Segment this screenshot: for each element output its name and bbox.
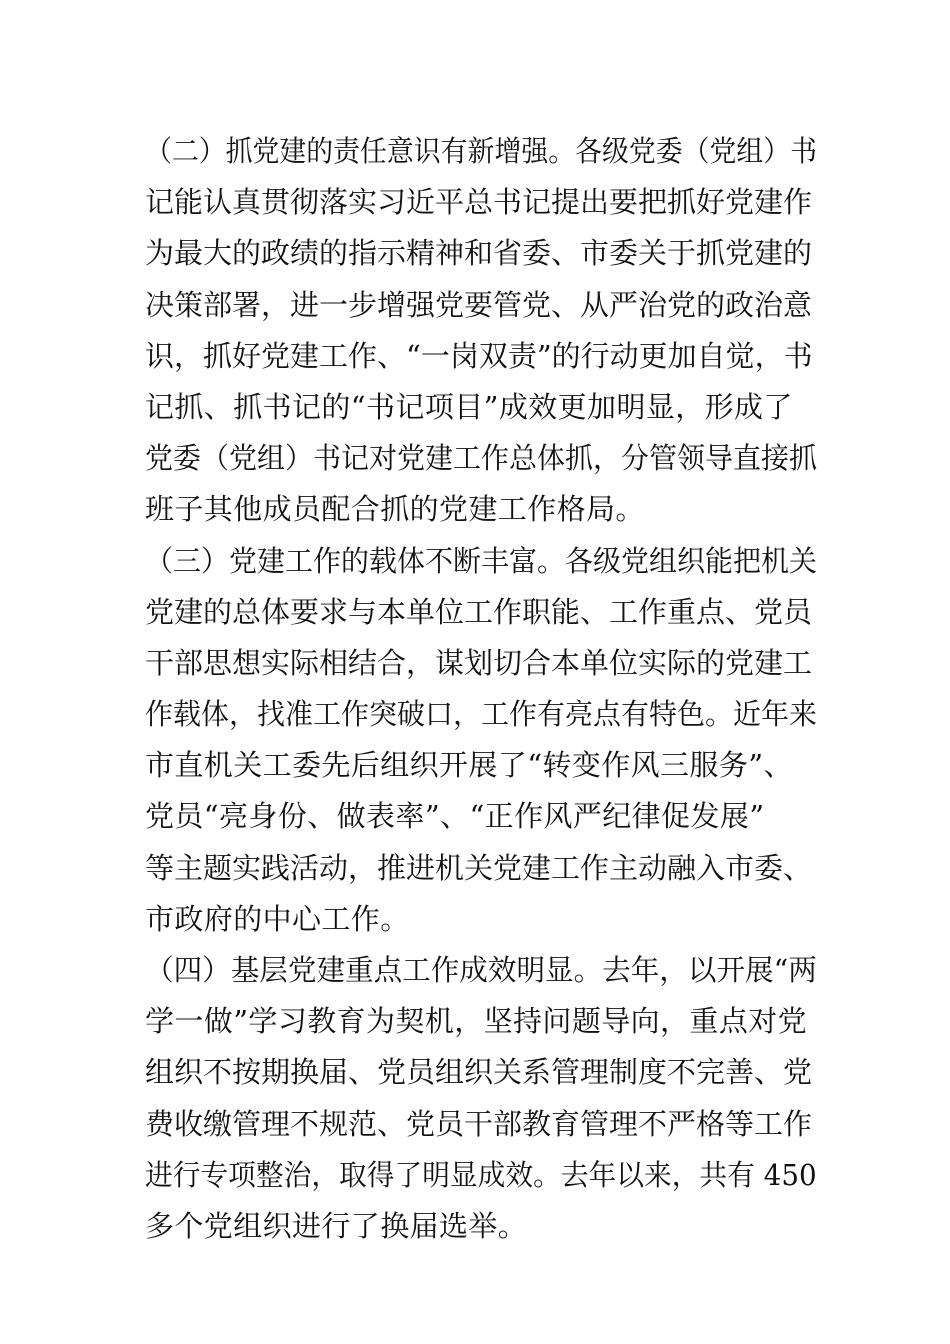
text-line: 识，抓好党建工作、“一岗双责”的行动更加自觉，书 xyxy=(145,338,813,373)
text-line: 干部思想实际相结合，谋划切合本单位实际的党建工 xyxy=(145,645,813,680)
text-line: 党员“亮身份、做表率”、“正作风严纪律促发展” xyxy=(145,799,765,834)
text-line: 市政府的中心工作。 xyxy=(145,901,410,936)
text-line: 组织不按期换届、党员组织关系管理制度不完善、党 xyxy=(145,1055,813,1090)
text-line: 党委（党组）书记对党建工作总体抓，分管领导直接抓 xyxy=(145,441,818,476)
text-line: 党建的总体要求与本单位工作职能、工作重点、党员 xyxy=(145,594,813,629)
text-line: 班子其他成员配合抓的党建工作格局。 xyxy=(145,492,645,527)
text-line: （二）抓党建的责任意识有新增强。各级党委（党组）书 xyxy=(145,134,818,168)
text-line: 等主题实践活动，推进机关党建工作主动融入市委、 xyxy=(145,850,813,885)
text-line: 作载体，找准工作突破口，工作有亮点有特色。近年来 xyxy=(145,697,818,732)
text-line: 多个党组织进行了换届选举。 xyxy=(145,1208,528,1243)
text-line: 记能认真贯彻落实习近平总书记提出要把抓好党建作 xyxy=(145,185,813,220)
text-line: （三）党建工作的载体不断丰富。各级党组织能把机关 xyxy=(145,543,818,578)
text-line: 费收缴管理不规范、党员干部教育管理不严格等工作 xyxy=(145,1106,813,1141)
body-text xyxy=(145,126,818,1252)
text-line: （四）基层党建重点工作成效明显。去年，以开展“两 xyxy=(145,953,817,987)
text-line: 学一做”学习教育为契机，坚持问题导向，重点对党 xyxy=(145,1004,808,1039)
text-line: 记抓、抓书记的“书记项目”成效更加明显，形成了 xyxy=(145,389,793,424)
text-line: 进行专项整治，取得了明显成效。去年以来，共有 450 xyxy=(145,1157,817,1192)
text-line: 市直机关工委先后组织开展了“转变作风三服务”、 xyxy=(145,748,793,783)
text-line: 为最大的政绩的指示精神和省委、市委关于抓党建的 xyxy=(145,236,813,271)
text-line: 决策部署，进一步增强党要管党、从严治党的政治意 xyxy=(145,287,813,322)
